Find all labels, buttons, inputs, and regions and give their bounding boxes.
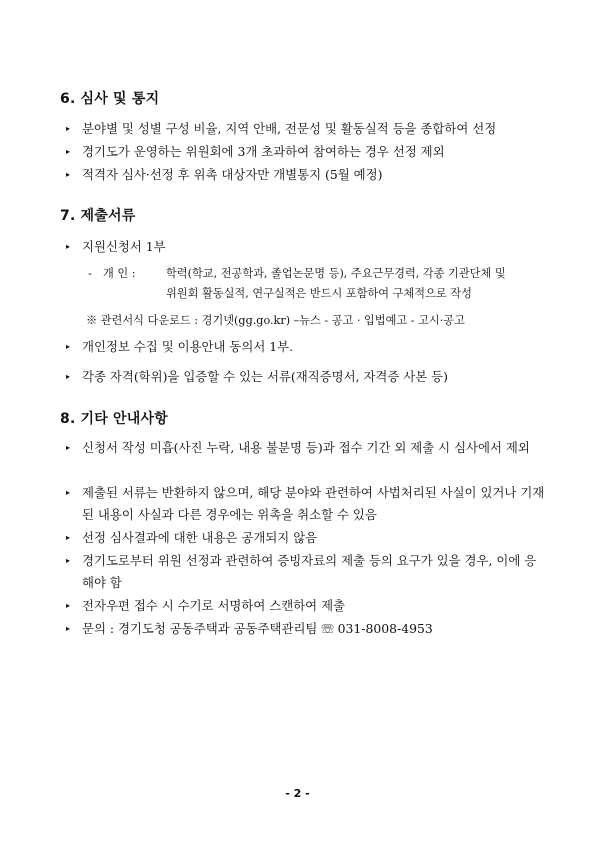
sub-item-line2: 위원회 활동실적, 연구실적은 반드시 포함하여 구체적으로 작성 [166, 287, 472, 300]
bullet-icon: ▸ [66, 147, 71, 156]
bullet-icon: ▸ [66, 342, 71, 351]
bullet-icon: ▸ [66, 242, 71, 251]
bullet-icon: ▸ [66, 372, 71, 381]
bullet-icon: ▸ [66, 488, 71, 497]
section-title-other: 8. 기타 안내사항 [60, 411, 168, 427]
sub-item-line1: 학력(학교, 전공학과, 졸업논문명 등), 주요근무경력, 각종 기관단체 및 [166, 267, 506, 280]
download-note: ※ 관련서식 다운로드 : 경기넷(gg.go.kr) –뉴스 - 공고 · 입법예고 - 고시·공고 [86, 314, 465, 327]
bullet-icon: ▸ [66, 556, 71, 565]
document-page: 6. 심사 및 통지 ▸ 분야별 및 성별 구성 비율, 지역 안배, 전문성 및 활동실적 등을 종합하여 선정 ▸ 경기도가 운영하는 위원회에 3개 초과하여 참여하는 경우 선정 제외 ▸ 적격자 심사·선정 후 위촉 대상자만 개별통지 (5월 예정) 7. 제출서류 ▸ 지원신청서 1부 - 개 인 : 학력(학교, 전공학과, 졸업논문명 등), 주요근무경력, 각종 기관단체 및 위원회 활동실적, 연구실적은 반드시 포함하여 구체적으로 작성 ※ 관련서식 다운로드 : 경기넷(gg.go.kr) –뉴스 - 공고 · 입법예고 - 고시·공고 ▸ 개인정보 수집 및 이용안내 동의서 1부. ▸ 각종 자격(학위)을 입증할 수 있는 서류(재직증명서, 자격증 사본 등) 8. 기타 안내사항 ▸ 신청서 작성 미흡(사진 누락, 내용 불분명 등)과 접수 기간 외 제출 시 심사에서 제외 ▸ 제출된 서류는 반환하지 않으며, 해당 분야와 관련하여 사법처리된 사실이 있거나 기재된 내용이 사실과 다른 경우에는 위촉을 취소할 수 있음 ▸ 선정 심사결과에 대한 내용은 공개되지 않음 ▸ 경기도로부터 위원 선정과 관련하여 증빙자료의 제출 등의 요구가 있을 경우, 이에 응해야 함 ▸ 전자우편 접수 시 수기로 서명하여 스캔하여 제출 ▸ 문의 : 경기도청 공동주택과 공동주택관리팀 ☏ 031-8008-4953 - 2 - [0, 0, 595, 841]
sub-item-dash: - [88, 267, 92, 280]
bullet-icon: ▸ [66, 124, 71, 133]
bullet-icon: ▸ [66, 170, 71, 179]
page-number: - 2 - [285, 787, 310, 800]
section-title-documents: 7. 제출서류 [60, 208, 136, 224]
bullet-icon: ▸ [66, 533, 71, 542]
bullet-icon: ▸ [66, 624, 71, 633]
bullet-icon: ▸ [66, 601, 71, 610]
bullet-icon: ▸ [66, 443, 71, 452]
section-title-review: 6. 심사 및 통지 [60, 91, 160, 107]
sub-item-label: 개 인 : [103, 267, 136, 280]
